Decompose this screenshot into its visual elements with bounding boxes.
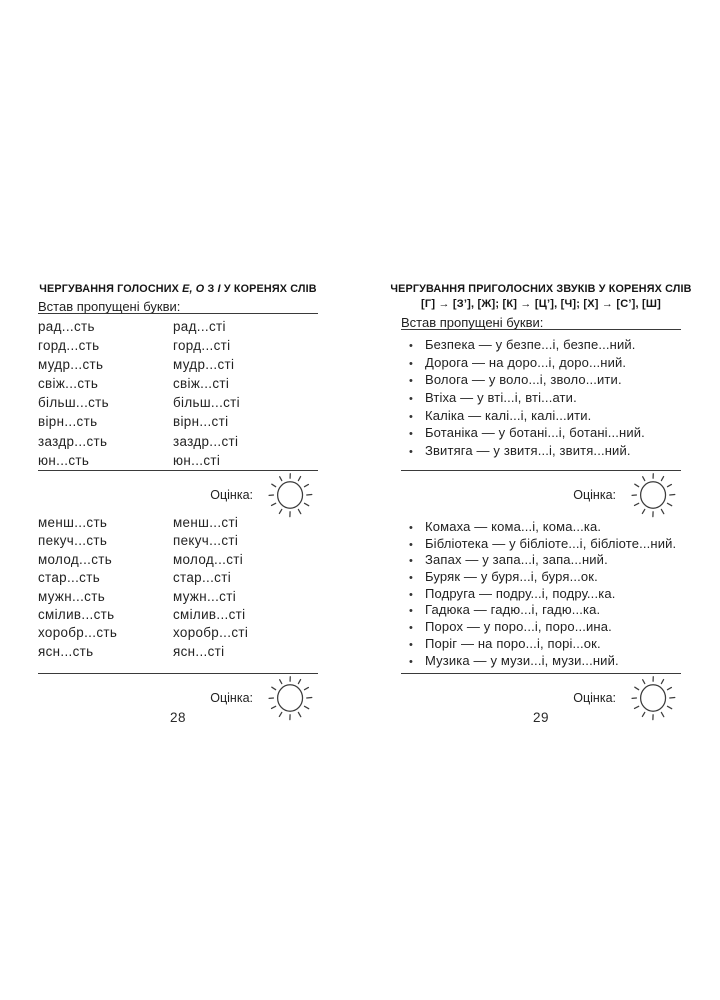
word-cell: хоробр...сті	[173, 625, 249, 641]
word-cell: менш...сті	[173, 515, 239, 530]
word-cell: вірн...сть	[38, 414, 98, 430]
bullet-dot: •	[409, 393, 414, 406]
word-row	[38, 624, 318, 642]
word-row	[38, 606, 318, 624]
word-cell: мужн...сті	[173, 588, 237, 604]
word-cell: ясн...сті	[173, 643, 225, 659]
divider-rule	[401, 329, 681, 330]
word-cell: хоробр...сть	[38, 625, 118, 641]
word-cell: юн...сті	[173, 452, 221, 468]
bullet-dot: •	[409, 410, 414, 423]
score-label: Оцінка:	[573, 691, 616, 705]
word-cell: рад...сть	[38, 319, 95, 334]
word-cell: менш...сть	[38, 515, 108, 530]
list-item	[409, 552, 695, 569]
page-number: 28	[169, 710, 187, 725]
list-item-text: Каліка — калі...і, калі...ити.	[425, 407, 592, 423]
word-cell: більш...сті	[173, 395, 240, 411]
list-item-text: Поріг — на поро...і, порі...ок.	[425, 635, 601, 651]
word-row	[38, 432, 318, 451]
page-29	[390, 283, 692, 743]
word-cell: свіж...сть	[38, 376, 99, 392]
title-segment: ЧЕРГУВАННЯ ГОЛОСНИХ	[39, 283, 183, 295]
list-item	[409, 536, 695, 553]
word-list	[38, 514, 318, 661]
bullet-dot: •	[409, 522, 414, 534]
word-cell: смілив...сть	[38, 606, 115, 622]
title-segment: З	[204, 283, 218, 295]
word-cell: ясн...сть	[38, 643, 94, 659]
phonetic-formula: [Г] → [З’], [Ж]; [К] → [Ц’], [Ч]; [Х] → [С’], [Ш]	[421, 298, 661, 310]
word-cell: смілив...сті	[173, 606, 246, 622]
bullet-dot: •	[409, 572, 414, 585]
score-label: Оцінка:	[573, 488, 616, 502]
word-cell: юн...сть	[38, 452, 90, 468]
list-item	[409, 424, 695, 442]
word-cell: мудр...сті	[173, 357, 235, 373]
score-label: Оцінка:	[210, 488, 253, 502]
word-cell: молод...сть	[38, 551, 113, 567]
list-item-text: Порох — у поро...і, поро...ина.	[425, 619, 612, 635]
bullet-dot: •	[409, 428, 414, 441]
word-cell: пекуч...сть	[38, 533, 108, 549]
word-row	[38, 532, 318, 550]
bullet-dot: •	[409, 555, 414, 568]
page-28	[38, 283, 318, 743]
page-number: 29	[532, 710, 550, 725]
word-cell: рад...сті	[173, 319, 226, 334]
list-item-text: Запах — у запа...і, запа...ний.	[425, 552, 608, 568]
bullet-dot: •	[409, 605, 414, 618]
bullet-dot: •	[409, 538, 414, 551]
word-cell: горд...сть	[38, 338, 100, 354]
word-row	[38, 317, 318, 336]
word-cell: стар...сті	[173, 570, 232, 586]
list-item	[409, 586, 695, 603]
bullet-dot: •	[409, 446, 414, 459]
list-item-text: Ботаніка — у ботані...і, ботані...ний.	[425, 425, 645, 441]
word-cell: горд...сті	[173, 338, 231, 354]
list-item	[409, 389, 695, 407]
title-segment: У КОРЕНЯХ СЛІВ	[220, 283, 317, 295]
bullet-dot: •	[409, 622, 414, 635]
list-item	[409, 653, 695, 670]
instruction-text: Встав пропущені букви:	[38, 299, 181, 314]
list-item-text: Безпека — у безпе...і, безпе...ний.	[425, 337, 636, 352]
list-item-text: Подруга — подру...і, подру...ка.	[425, 585, 616, 601]
list-item-text: Втіха — у вті...і, вті...ати.	[425, 390, 577, 406]
word-row	[38, 336, 318, 355]
list-item	[409, 569, 695, 586]
word-row	[38, 412, 318, 431]
bullet-dot: •	[409, 340, 414, 352]
bullet-dot: •	[409, 588, 414, 601]
list-item	[409, 602, 695, 619]
sun-icon	[266, 471, 316, 519]
word-list	[38, 317, 318, 470]
bullet-dot: •	[409, 375, 414, 388]
bullet-list	[409, 519, 695, 669]
list-item	[409, 442, 695, 460]
word-row	[38, 355, 318, 374]
list-item	[409, 636, 695, 653]
word-cell: мужн...сть	[38, 588, 106, 604]
word-row	[38, 374, 318, 393]
word-cell: молод...сті	[173, 551, 244, 567]
list-item-text: Комаха — кома...і, кома...ка.	[425, 519, 602, 534]
word-cell: вірн...сті	[173, 414, 229, 430]
word-cell: більш...сть	[38, 395, 109, 411]
list-item	[409, 619, 695, 636]
score-row	[210, 471, 316, 519]
word-cell: стар...сть	[38, 570, 101, 586]
word-row	[38, 514, 318, 532]
list-item-text: Музика — у музи...і, музи...ний.	[425, 652, 619, 668]
list-item-text: Дорога — на доро...і, доро...ний.	[425, 354, 627, 370]
list-item-text: Буряк — у буря...і, буря...ок.	[425, 569, 598, 585]
word-row	[38, 643, 318, 661]
sun-icon	[629, 471, 679, 519]
word-cell: пекуч...сті	[173, 533, 239, 549]
word-cell: свіж...сті	[173, 376, 230, 392]
page-title	[39, 283, 316, 295]
bullet-dot: •	[409, 638, 414, 651]
word-cell: заздр...сть	[38, 433, 108, 449]
bullet-dot: •	[409, 357, 414, 370]
instruction-text: Встав пропущені букви:	[401, 315, 544, 330]
list-item-text: Гадюка — гадю...і, гадю...ка.	[425, 602, 601, 618]
list-item-text: Волога — у воло...і, зволо...ити.	[425, 372, 622, 388]
page-title: ЧЕРГУВАННЯ ПРИГОЛОСНИХ ЗВУКІВ У КОРЕНЯХ СЛІВ	[390, 283, 692, 295]
word-row	[38, 569, 318, 587]
word-row	[38, 451, 318, 470]
list-item	[409, 407, 695, 425]
list-item-text: Звитяга — у звитя...і, звитя...ний.	[425, 443, 631, 459]
divider-rule	[38, 313, 318, 314]
list-item	[409, 371, 695, 389]
word-row	[38, 551, 318, 569]
list-item	[409, 336, 695, 354]
bullet-list	[409, 336, 695, 460]
title-segment-italic: І	[217, 283, 221, 295]
word-row	[38, 588, 318, 606]
title-segment-italic: Е, О	[182, 283, 205, 295]
list-item	[409, 519, 695, 536]
list-item-text: Бібліотека — у бібліоте...і, бібліоте...ний.	[425, 535, 677, 551]
list-item	[409, 354, 695, 372]
score-label: Оцінка:	[210, 691, 253, 705]
word-cell: мудр...сть	[38, 357, 104, 373]
word-row	[38, 393, 318, 412]
word-cell: заздр...сті	[173, 433, 239, 449]
bullet-dot: •	[409, 655, 414, 668]
score-row	[573, 471, 679, 519]
